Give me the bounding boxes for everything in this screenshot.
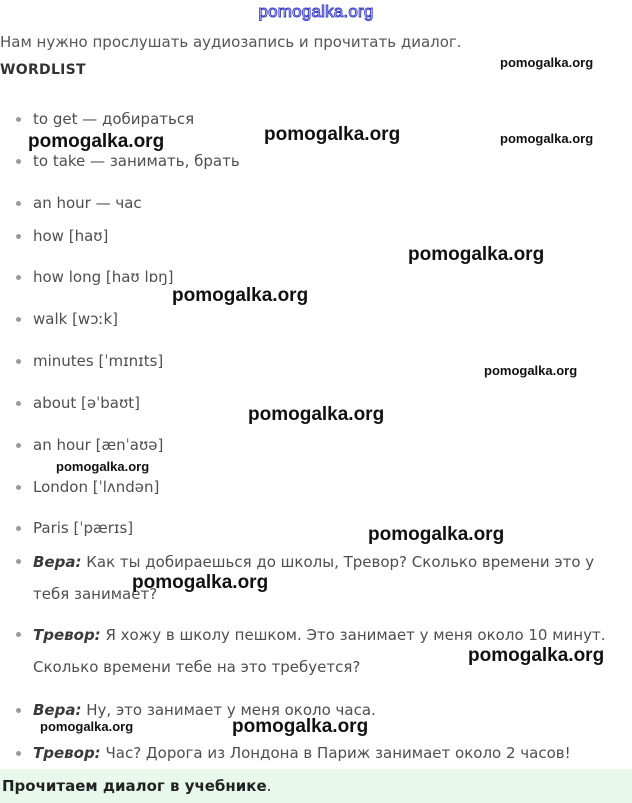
speaker-name: Тревор: [33, 626, 101, 644]
word-item: an hour [ænˈaʊə] [33, 430, 163, 460]
word-item: walk [wɔːk] [33, 304, 118, 334]
wordlist-heading: WORDLIST [0, 62, 86, 78]
watermark: pomogalka.org [264, 124, 401, 145]
watermark: pomogalka.org [132, 572, 269, 593]
dialog-text: Как ты добираешься до школы, Тревор? Сколько времени это у тебя занимает? [33, 553, 595, 603]
footer-banner [0, 769, 632, 803]
watermark: pomogalka.org [232, 716, 369, 737]
word-item: how [haʊ] [33, 221, 108, 251]
word-item: to take — занимать, брать [33, 146, 240, 176]
dialog-text: Ну, это занимает у меня около часа. [86, 701, 376, 719]
watermark: pomogalka.org [40, 719, 134, 734]
word-item: how long [haʊ lɒŋ] [33, 262, 174, 292]
dialog-text: Час? Дорога из Лондона в Париж занимает около 2 часов! [105, 744, 571, 762]
word-item: an hour — час [33, 188, 142, 218]
watermark: pomogalka.org [28, 131, 165, 152]
dialog-text: Я хожу в школу пешком. Это занимает у меня около 10 минут. Сколько времени тебе на это требуется? [33, 626, 606, 676]
dialog-line [33, 546, 628, 610]
watermark: pomogalka.org [248, 404, 385, 425]
speaker-name: Вера: [33, 701, 82, 719]
word-item: about [əˈbaʊt] [33, 388, 140, 418]
word-item: minutes [ˈmɪnɪts] [33, 346, 163, 376]
watermark: pomogalka.org [56, 459, 150, 474]
footer-text: Прочитаем диалог в учебнике [2, 777, 267, 795]
dialog-line [33, 738, 628, 768]
word-item: to get — добираться [33, 104, 194, 134]
watermark: pomogalka.org [500, 131, 594, 146]
watermark: pomogalka.org [468, 645, 605, 666]
footer-period: . [266, 777, 272, 795]
watermark: pomogalka.org [500, 55, 594, 70]
speaker-name: Тревор: [33, 744, 101, 762]
watermark: pomogalka.org [172, 285, 309, 306]
speaker-name: Вера: [33, 553, 82, 571]
word-item: London [ˈlʌndən] [33, 472, 159, 502]
watermark: pomogalka.org [484, 363, 578, 378]
watermark: pomogalka.org [408, 244, 545, 265]
word-item: Paris [ˈpærɪs] [33, 513, 133, 543]
site-watermark-top: pomogalka.org [258, 2, 374, 21]
intro-text: Нам нужно прослушать аудиозапись и прочитать диалог. [0, 33, 462, 51]
watermark: pomogalka.org [368, 524, 505, 545]
